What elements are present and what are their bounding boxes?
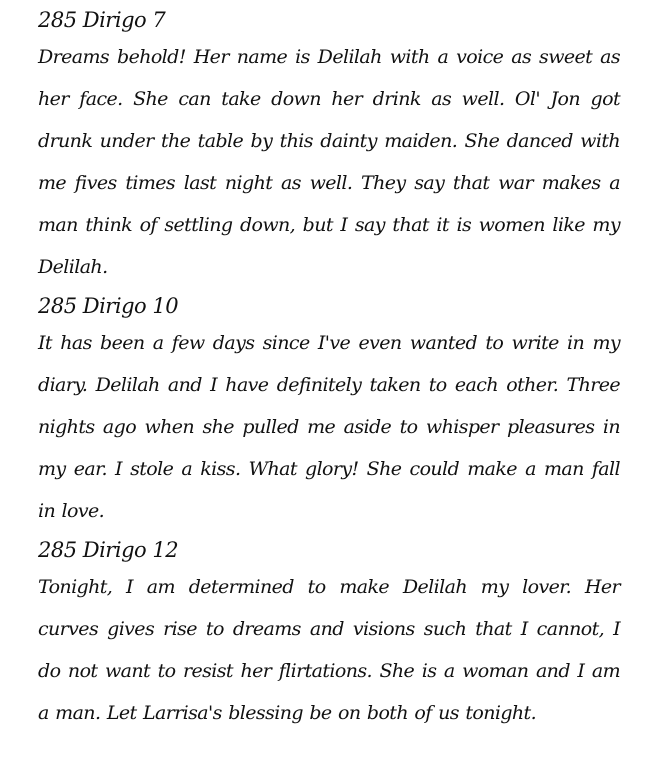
diary-entry bbox=[38, 534, 620, 734]
diary-entry bbox=[38, 4, 620, 288]
diary-page bbox=[38, 4, 620, 736]
diary-entry bbox=[38, 290, 620, 532]
entry-date: 285 Dirigo 7 bbox=[38, 8, 166, 32]
entry-date: 285 Dirigo 12 bbox=[38, 538, 179, 562]
entry-text: Dreams behold! Her name is Delilah with a voice as sweet as her face. She can take down her drink as well. Ol' Jon got drunk under the table by this dainty maiden. She danced with me fives times last night as well. They say that war makes a man think of settling down, but I say that it is women like my Delilah. bbox=[38, 46, 620, 278]
entry-text: It has been a few days since I've even wanted to write in my diary. Delilah and I have definitely taken to each other. Three nights ago when she pulled me aside to whisper pleasures in my ear. I stole a kiss. What glory! She could make a man fall in love. bbox=[38, 332, 620, 522]
entry-text: Tonight, I am determined to make Delilah my lover. Her curves gives rise to dreams and visions such that I cannot, I do not want to resist her flirtations. She is a woman and I am a man. Let Larrisa's blessing be on both of us tonight. bbox=[38, 576, 620, 724]
entry-date: 285 Dirigo 10 bbox=[38, 294, 179, 318]
